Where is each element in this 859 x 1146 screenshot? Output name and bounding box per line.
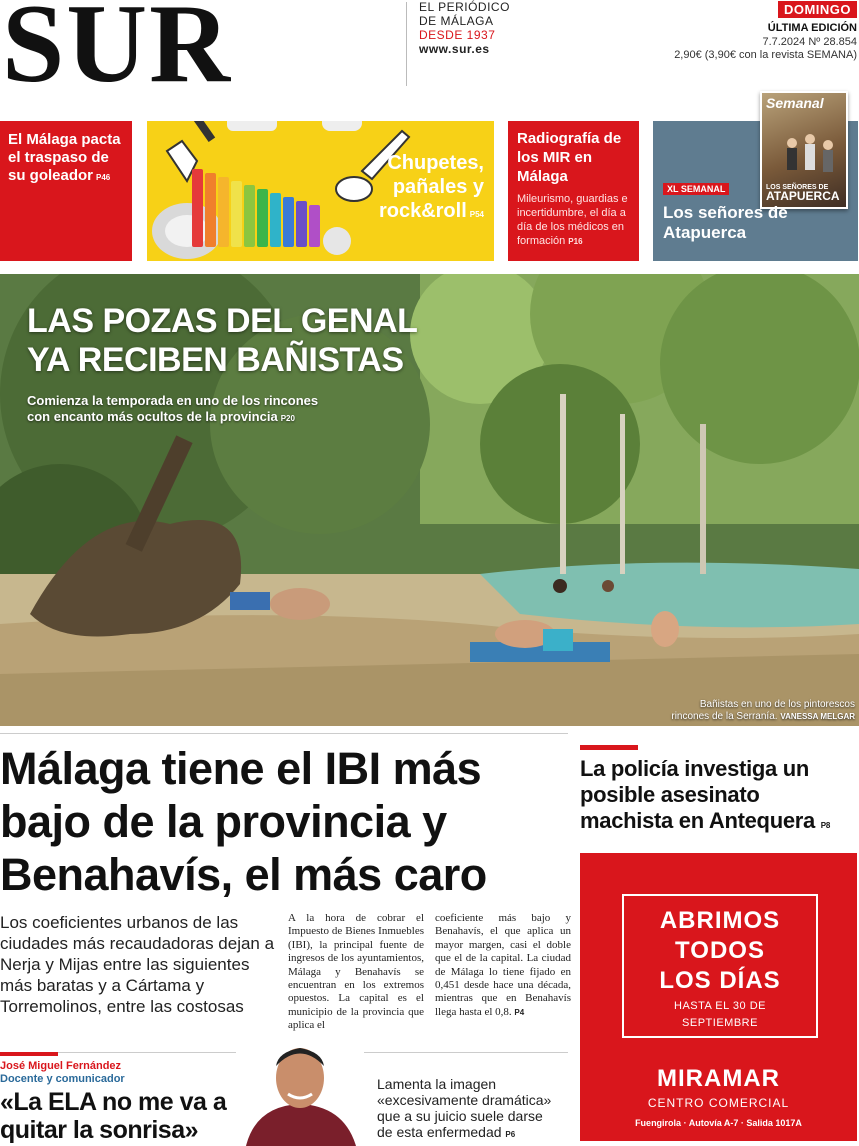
interview-role: Docente y comunicador xyxy=(0,1073,125,1085)
ad-brand-logo: MIRAMAR xyxy=(657,1065,780,1092)
magazine-title: Semanal xyxy=(766,95,824,111)
teaser-chupetes-headline: Chupetes, pañales y rock&roll P54 xyxy=(378,152,484,222)
accent-bar xyxy=(580,745,638,750)
teaser-malaga-headline: El Málaga pacta el traspaso de su goleador P46 xyxy=(8,131,121,184)
teaser-xl-headline: Los señores de Atapuerca xyxy=(663,203,788,242)
ad-message-box: ABRIMOS TODOS LOS DÍAS HASTA EL 30 DE SEPTIEMBRE xyxy=(622,894,818,1038)
interview-author: José Miguel Fernández xyxy=(0,1060,122,1072)
ad-brand-subtitle: CENTRO COMERCIAL xyxy=(647,1096,790,1110)
page-ref: P16 xyxy=(568,237,583,246)
main-headline[interactable]: Málaga tiene el IBI más bajo de la provincia y Benahavís, el más caro xyxy=(0,743,487,900)
page-ref: P6 xyxy=(505,1130,516,1139)
magazine-cover-text: LOS SEÑORES DE ATAPUERCA xyxy=(766,184,840,203)
teaser-chupetes[interactable] xyxy=(147,121,494,261)
accent-bar xyxy=(0,1052,58,1056)
side-headline[interactable]: La policía investiga un posible asesinato machista en Antequera P8 xyxy=(580,756,830,833)
body-column-2: coeficiente más bajo y Benahavís, el que aplica un mayor margen, casi el doble que el de la capital. La ciudad de Málaga lo tiene fijado en 0,451 desde hace una década, mientras que en Benahavís llega hasta el 0,8. P4 xyxy=(435,912,571,1018)
tagline-line-1: EL PERIÓDICO xyxy=(419,0,510,14)
photo-credit: VANESSA MELGAR xyxy=(780,712,855,721)
tagline-line-2: DE MÁLAGA xyxy=(419,14,494,28)
teaser-xl-semanal[interactable] xyxy=(653,95,858,261)
newspaper-logo[interactable]: SUR xyxy=(2,0,233,106)
hero-dek: Comienza la temporada en uno de los rincones con encanto más ocultos de la provincia P20 xyxy=(27,393,319,424)
site-url-link[interactable]: www.sur.es xyxy=(419,42,490,56)
hero-photo[interactable] xyxy=(0,274,859,726)
teaser-mir[interactable] xyxy=(508,121,639,261)
main-dek: Los coeficientes urbanos de las ciudades más recaudadoras dejan a Nerja y Mijas entre las siguientes más baratas y a Cártama y Torremolinos, entre las costosas xyxy=(0,913,275,1016)
page-ref: P8 xyxy=(820,821,830,830)
teaser-mir-dek: Mileurismo, guardias e incertidumbre, el día a día de los médicos en formación P16 xyxy=(517,193,628,247)
teaser-mir-headline: Radiografía de los MIR en Málaga xyxy=(517,130,622,185)
page-ref: P46 xyxy=(96,173,111,182)
interview-quote[interactable]: «La ELA no me va a quitar la sonrisa» xyxy=(0,1088,227,1144)
photo-caption: Bañistas en uno de los pintorescos rincones de la Serranía. VANESSA MELGAR xyxy=(671,699,855,722)
page-ref: P20 xyxy=(280,414,295,423)
hero-headline: LAS POZAS DEL GENAL YA RECIBEN BAÑISTAS xyxy=(27,302,418,379)
issue-price: 2,90€ (3,90€ con la revista SEMANA) xyxy=(674,49,857,61)
tagline-founded: DESDE 1937 xyxy=(419,28,496,42)
body-column-1: A la hora de cobrar el Impuesto de Bienes Inmuebles (IBI), la principal fuente de ingresos de los ayuntamientos, Málaga y Benahavís se encuentran en los extremos opuestos. La capital es el municipio de la provincia que aplica el xyxy=(288,912,424,1032)
miramar-advertisement[interactable] xyxy=(580,853,857,1141)
issue-dateline: 7.7.2024 Nº 28.854 xyxy=(762,36,857,48)
interviewee-portrait xyxy=(236,1036,364,1146)
magazine-cover xyxy=(760,91,848,209)
edition-label: ÚLTIMA EDICIÓN xyxy=(767,22,857,34)
ad-location: Fuengirola · Autovía A-7 · Salida 1017A xyxy=(635,1118,802,1128)
page-ref: P54 xyxy=(469,210,484,219)
day-badge: DOMINGO xyxy=(778,1,857,18)
masthead-tagline xyxy=(419,0,510,56)
section-divider xyxy=(0,733,568,734)
masthead-divider xyxy=(406,2,407,86)
teaser-malaga[interactable] xyxy=(0,121,132,261)
xylophone-illustration xyxy=(192,169,334,247)
page-ref: P4 xyxy=(514,1007,525,1017)
xl-semanal-tag: XL SEMANAL xyxy=(663,183,729,195)
interview-dek: Lamenta la imagen «excesivamente dramática» que a su juicio suele darse de esta enfermedad P6 xyxy=(377,1076,552,1140)
